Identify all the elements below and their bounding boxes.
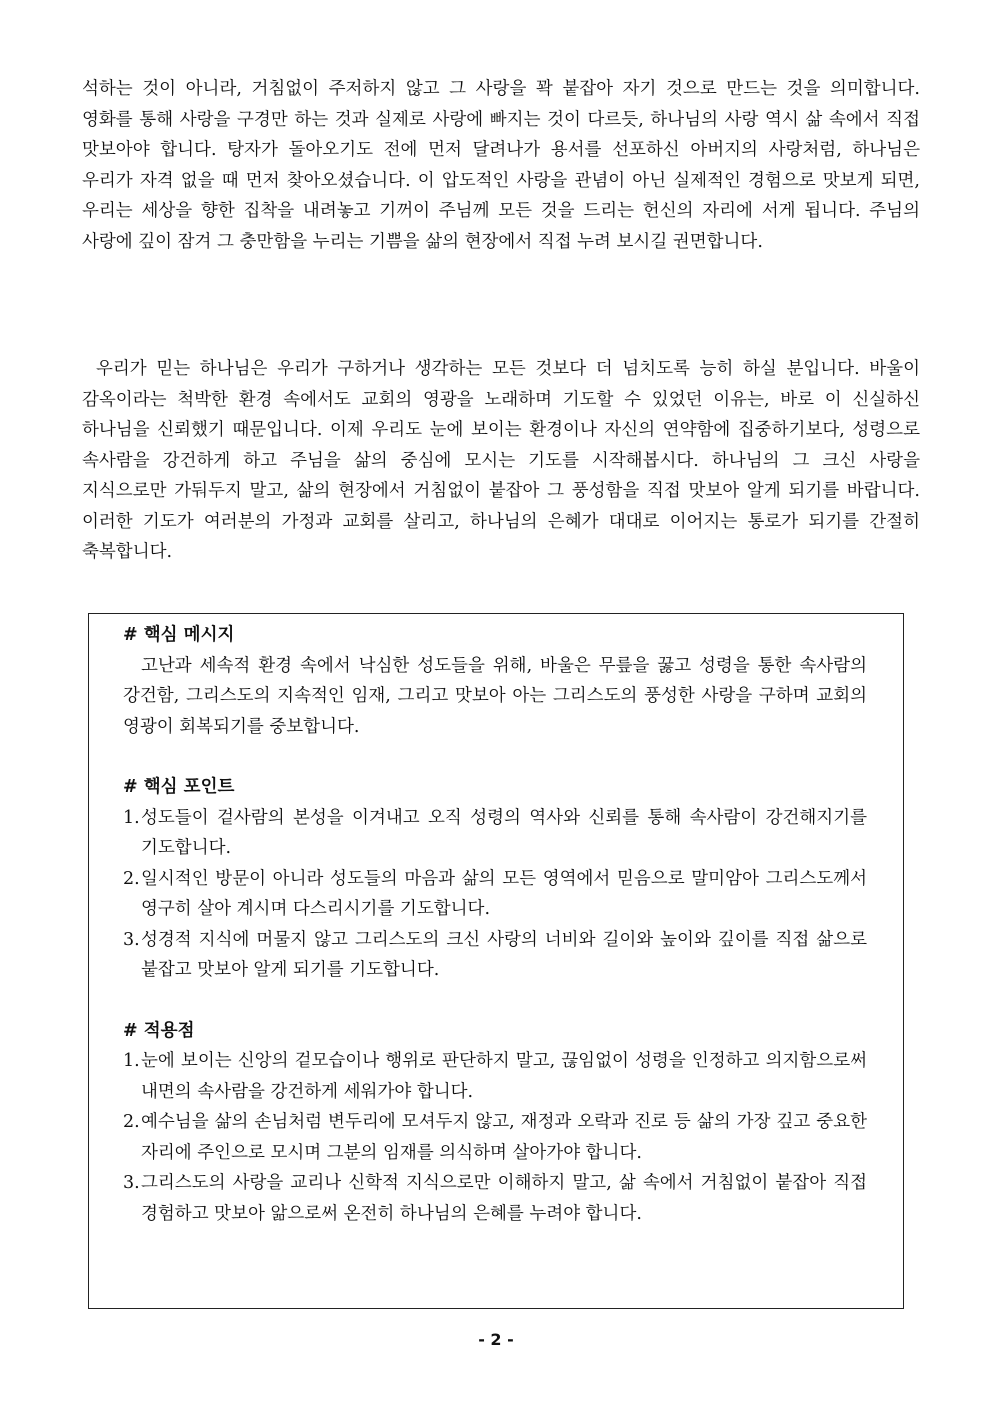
application-title: # 적용점 <box>123 1020 195 1041</box>
list-item-text: 예수님을 삶의 손님처럼 변두리에 모셔두지 않고, 재정과 오락과 진로 등 삶의 가장 깊고 중요한 자리에 주인으로 모시며 그분의 임재를 의식하며 살아가야 합니다. <box>141 1112 867 1163</box>
application-item <box>123 1107 867 1168</box>
summary-box-content <box>123 620 867 1229</box>
key-point-item <box>123 925 867 986</box>
key-points-list <box>123 803 867 986</box>
list-item-text: 성경적 지식에 머물지 않고 그리스도의 크신 사랑의 너비와 길이와 높이와 깊이를 직접 삶으로 붙잡고 맛보아 알게 되기를 기도합니다. <box>141 929 867 980</box>
application-item <box>123 1168 867 1229</box>
list-item-text: 눈에 보이는 신앙의 겉모습이나 행위로 판단하지 말고, 끊임없이 성령을 인정하고 의지함으로써 내면의 속사람을 강건하게 세워가야 합니다. <box>141 1051 867 1102</box>
key-point-item <box>123 864 867 925</box>
application-list <box>123 1046 867 1229</box>
list-number: 1. <box>123 807 140 828</box>
list-number: 3. <box>123 1173 140 1193</box>
list-item-text: 그리스도의 사랑을 교리나 신학적 지식으로만 이해하지 말고, 삶 속에서 거침없이 붙잡아 직접 경험하고 맛보아 앎으로써 온전히 하나님의 은혜를 누려야 합니다. <box>141 1173 867 1224</box>
page-number: - 2 - <box>478 1330 514 1349</box>
application-item <box>123 1046 867 1107</box>
body-paragraph-1: 석하는 것이 아니라, 거침없이 주저하지 않고 그 사랑을 꽉 붙잡아 자기 것으로 만드는 것을 의미합니다. 영화를 통해 사랑을 구경만 하는 것과 실제로 사랑에 빠지는 것이 다르듯, 하나님의 사랑 역시 삶 속에서 직접 맛보아야 합니다. 탕자가 돌아오기도 전에 먼저 달려나가 용서를 선포하신 아버지의 사랑처럼, 하나님은 우리가 자격 없을 때 먼저 찾아오셨습니다. 이 압도적인 사랑을 관념이 아닌 실제적인 경험으로 맛보게 되면, 우리는 세상을 향한 집착을 내려놓고 기꺼이 주님께 모든 것을 드리는 헌신의 자리에 서게 됩니다. 주님의 사랑에 깊이 잠겨 그 충만함을 누리는 기쁨을 삶의 현장에서 직접 누려 보시길 권면합니다. <box>82 79 920 252</box>
key-points-title: # 핵심 포인트 <box>123 777 235 797</box>
list-item-text: 일시적인 방문이 아니라 성도들의 마음과 삶의 모든 영역에서 믿음으로 말미암아 그리스도께서 영구히 살아 계시며 다스리시기를 기도합니다. <box>141 868 867 919</box>
section-spacer <box>123 986 867 1016</box>
list-item-text: 성도들이 겉사람의 본성을 이겨내고 오직 성령의 역사와 신뢰를 통해 속사람이 강건해지기를 기도합니다. <box>141 807 867 858</box>
list-number: 2. <box>123 1112 140 1132</box>
key-message-title: # 핵심 메시지 <box>123 625 235 645</box>
key-point-item <box>123 803 867 864</box>
list-number: 2. <box>123 868 140 889</box>
list-number: 1. <box>123 1051 140 1071</box>
body-paragraph-2: 우리가 믿는 하나님은 우리가 구하거나 생각하는 모든 것보다 더 넘치도록 능히 하실 분입니다. 바울이 감옥이라는 척박한 환경 속에서도 교회의 영광을 노래하며 기도할 수 있었던 이유는, 바로 이 신실하신 하나님을 신뢰했기 때문입니다. 이제 우리도 눈에 보이는 환경이나 자신의 연약함에 집중하기보다, 성령으로 속사람을 강건하게 하고 주님을 삶의 중심에 모시는 기도를 시작해봅시다. 하나님의 그 크신 사랑을 지식으로만 가둬두지 말고, 삶의 현장에서 거침없이 붙잡아 그 풍성함을 직접 맛보아 알게 되기를 바랍니다. 이러한 기도가 여러분의 가정과 교회를 살리고, 하나님의 은혜가 대대로 이어지는 통로가 되기를 간절히 축복합니다. <box>82 359 920 562</box>
key-message-body: 고난과 세속적 환경 속에서 낙심한 성도들을 위해, 바울은 무릎을 꿇고 성령을 통한 속사람의 강건함, 그리스도의 지속적인 임재, 그리고 맛보아 아는 그리스도의 풍성한 사랑을 구하며 교회의 영광이 회복되기를 중보합니다. <box>123 655 867 737</box>
list-number: 3. <box>123 929 140 950</box>
section-spacer <box>123 742 867 772</box>
summary-box <box>88 613 904 1309</box>
